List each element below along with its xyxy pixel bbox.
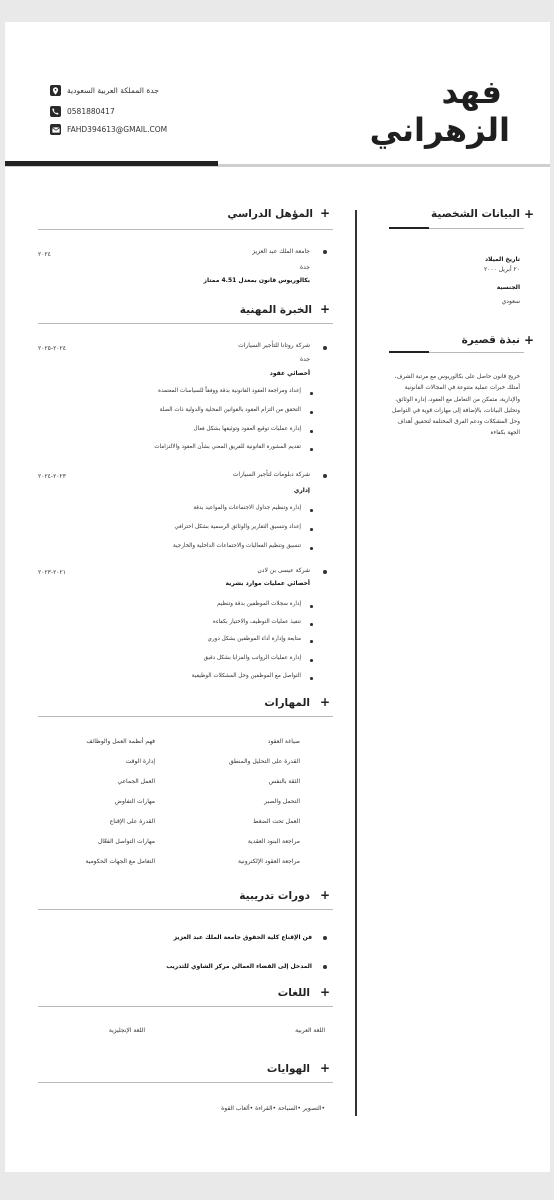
timeline-dot — [323, 570, 327, 574]
hobbies-text: •التصوير •السباحة •القراءة •ألعاب القوة — [221, 1105, 325, 1112]
section-underline — [38, 716, 333, 717]
job-company: شركة دبلومات لتأجير السيارات — [232, 471, 310, 478]
contact-email-text[interactable]: FAHD394613@GMAIL.COM — [67, 125, 168, 134]
section-underline — [38, 1082, 333, 1083]
edu-year: ٢٠٢٤ — [38, 251, 51, 258]
section-underline — [38, 323, 333, 324]
timeline-dot — [323, 346, 327, 350]
job-role: إداري — [293, 487, 310, 494]
last-name: الزهراني — [369, 111, 510, 149]
header-divider-accent — [5, 161, 218, 166]
skill-item: إدارة الوقت — [125, 758, 155, 765]
section-underline-accent — [389, 351, 429, 353]
contact-location-text: جدة المملكة العربية السعودية — [67, 86, 159, 95]
nationality-label: الجنسية — [496, 284, 520, 291]
bullet-dot — [310, 640, 313, 643]
section-title-about: نبذة قصيرة — [461, 334, 520, 346]
bullet-dot — [310, 659, 313, 662]
section-underline — [38, 1006, 333, 1007]
section-title-courses: دورات تدريبية — [239, 890, 310, 902]
course-item: فن الإقناع كلية الحقوق جامعة الملك عبد العزيز — [173, 934, 312, 941]
job-years: ٢٠٢٣-٢٠٢٤ — [38, 473, 66, 480]
section-title-languages: اللغات — [277, 987, 310, 999]
section-underline — [38, 229, 333, 230]
skill-item: مراجعة العقود الإلكترونية — [238, 858, 300, 865]
plus-icon: + — [320, 985, 331, 999]
job-years: ٢٠٢١-٢٠٢٣ — [38, 569, 66, 576]
plus-icon: + — [523, 333, 534, 347]
language-item: اللغة العربية — [295, 1027, 325, 1034]
job-bullet: إدارة عمليات الرواتب والمزايا بشكل دقيق — [203, 655, 301, 661]
bullet-dot — [310, 677, 313, 680]
bullet-dot — [310, 411, 313, 414]
section-title-experience: الخبرة المهنية — [239, 304, 312, 316]
skill-item: القدرة على التحليل والمنطق — [228, 758, 300, 765]
birth-value: ٢٠ أبريل ٢٠٠٠ — [483, 266, 520, 273]
edu-degree: بكالوريوس قانون بمعدل 4.51 ممتاز — [203, 277, 310, 284]
skill-item: مراجعة البنود العقدية — [247, 838, 300, 845]
skill-item: التعامل مع الجهات الحكومية — [85, 858, 155, 865]
first-name: فهد — [441, 73, 502, 111]
contact-phone — [50, 106, 115, 117]
job-bullet: التواصل مع الموظفين وحل المشكلات الوظيفية — [191, 673, 301, 679]
skill-item: صياغة العقود — [267, 738, 300, 745]
contact-phone-text[interactable]: 0581880417 — [67, 107, 115, 116]
job-bullet: تنفيذ عمليات التوظيف والاختيار بكفاءة — [212, 619, 301, 625]
language-item: اللغة الإنجليزية — [108, 1027, 145, 1034]
job-bullet: تقديم المشورة القانونية للفريق المعني بشأن العقود والالتزامات — [154, 444, 301, 450]
about-text: خريج قانون حاصل على بكالوريوس مع مرتبة الشرف، أمتلك خبرات عملية متنوعة في المجالات القانونية والإدارية، متمكن من التعامل مع العقود، إدارة الوثائق، وتحليل البيانات، بالإضافة إلى مهارات قوية في التواصل وحل المشكلات ودعم الفرق المختلفة لتحقيق أهداف الجهة بكفاءة — [391, 374, 520, 437]
edu-city: جدة — [299, 264, 310, 271]
job-bullet: إدارة عمليات توقيع العقود وتوثيقها بشكل فعال — [193, 426, 301, 432]
contact-location — [50, 85, 159, 96]
section-title-hobbies: الهوايات — [266, 1063, 310, 1075]
edu-school: جامعة الملك عبد العزيز — [252, 248, 310, 255]
plus-icon: + — [320, 695, 331, 709]
bullet-dot — [310, 509, 313, 512]
plus-icon: + — [320, 888, 331, 902]
bullet-dot — [310, 605, 313, 608]
skill-item: مهارات التفاوض — [114, 798, 155, 805]
section-underline — [38, 909, 333, 910]
job-company: شركة روتانا للتأجير السيارات — [238, 342, 310, 349]
skill-item: العمل الجماعي — [117, 778, 155, 785]
contact-email — [50, 124, 167, 135]
job-company: شركة عيسى بن لادن — [257, 567, 310, 574]
bullet-dot — [310, 528, 313, 531]
plus-icon: + — [320, 302, 331, 316]
resume-page — [5, 22, 550, 1172]
job-years: ٢٠٢٤-٢٠٢٥ — [38, 345, 66, 352]
skill-item: العمل تحت الضغط — [253, 818, 300, 825]
nationality-value: سعودي — [501, 298, 520, 305]
location-pin-icon — [50, 85, 61, 96]
job-bullet: إعداد ومراجعة العقود القانونية بدقة ووفقاً للسياسات المعتمدة — [158, 388, 301, 394]
course-item: المدخل إلى القضاء العمالي مركز الشاوي للتدريب — [166, 963, 312, 970]
section-title-personal: البيانات الشخصية — [431, 208, 520, 220]
birth-label: تاريخ الميلاد — [484, 256, 520, 263]
job-bullet: تنسيق وتنظيم الفعاليات والاجتماعات الداخلية والخارجية — [173, 543, 301, 549]
email-icon — [50, 124, 61, 135]
job-bullet: التحقق من التزام العقود بالقوانين المحلية والدولية ذات الصلة — [159, 407, 301, 413]
skill-item: فهم أنظمة العمل والوظائف — [86, 738, 155, 745]
timeline-dot — [323, 965, 327, 969]
section-underline-accent — [389, 227, 429, 229]
bullet-dot — [310, 430, 313, 433]
bullet-dot — [310, 448, 313, 451]
job-role: أخصائي عمليات موارد بشرية — [225, 580, 310, 587]
job-bullet: إدارة وتنظيم جداول الاجتماعات والمواعيد بدقة — [193, 505, 301, 511]
skill-item: التحمل والصبر — [264, 798, 300, 805]
timeline-dot — [323, 936, 327, 940]
section-title-education: المؤهل الدراسي — [227, 208, 313, 220]
timeline-dot — [323, 250, 327, 254]
job-role: أخصائي عقود — [269, 370, 310, 377]
column-divider — [355, 210, 357, 1116]
bullet-dot — [310, 623, 313, 626]
bullet-dot — [310, 547, 313, 550]
skill-item: الثقة بالنفس — [268, 778, 300, 785]
skill-item: مهارات التواصل الفعّال — [97, 838, 155, 845]
plus-icon: + — [320, 206, 331, 220]
bullet-dot — [310, 392, 313, 395]
job-bullet: إعداد وتنسيق التقارير والوثائق الرسمية بشكل احترافي — [174, 524, 301, 530]
plus-icon: + — [523, 207, 534, 221]
job-city: جدة — [299, 356, 310, 363]
job-bullet: متابعة وإدارة أداء الموظفين بشكل دوري — [207, 636, 301, 642]
timeline-dot — [323, 474, 327, 478]
skill-item: القدرة على الإقناع — [109, 818, 155, 825]
job-bullet: إدارة سجلات الموظفين بدقة وتنظيم — [217, 601, 301, 607]
phone-icon — [50, 106, 61, 117]
section-title-skills: المهارات — [264, 697, 310, 709]
plus-icon: + — [320, 1061, 331, 1075]
